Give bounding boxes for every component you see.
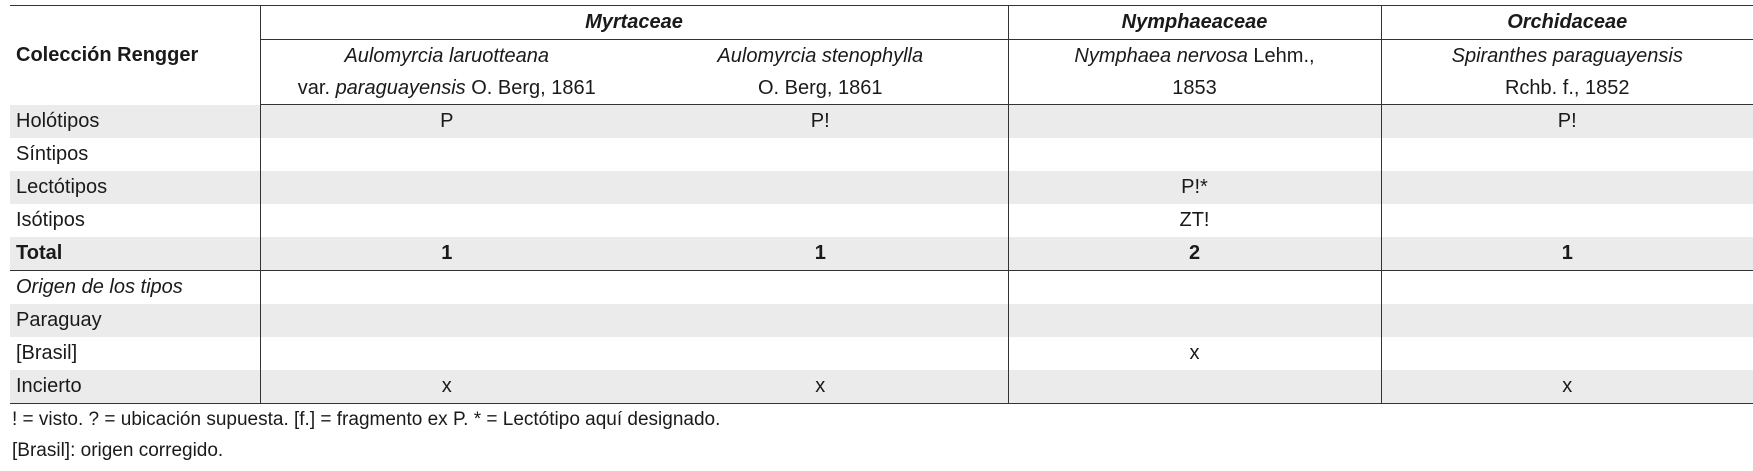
row-label: Paraguay [10, 304, 260, 337]
cell-value [260, 204, 633, 237]
row-label: Isótipos [16, 209, 85, 231]
cell-value [260, 337, 633, 370]
species-aulomyrcia-laruotteana: Aulomyrcia laruotteana var. paraguayensis O. Berg, 1861 [260, 40, 633, 105]
cell-value [1008, 138, 1381, 171]
cell-value [1008, 370, 1381, 404]
species-nymphaea-nervosa: Nymphaea nervosa Lehm., 1853 [1008, 40, 1381, 105]
row-label: Total [10, 237, 260, 271]
footnote-legend: ! = visto. ? = ubicación supuesta. [f.] = fragmento ex P. * = Lectótipo aquí designado. [12, 409, 721, 430]
cell-value [260, 271, 633, 305]
row-label: [Brasil] [16, 342, 78, 364]
row-label: Lectótipos [10, 171, 260, 204]
cell-value: ZT! [1008, 204, 1381, 237]
cell-value [633, 138, 1008, 171]
cell-value [1381, 138, 1753, 171]
table-row-sintipos [10, 138, 1753, 171]
table-corner-label: Colección Rengger [10, 6, 260, 105]
cell-value [1381, 171, 1753, 204]
cell-value [1381, 304, 1753, 337]
table-row-brasil [10, 337, 1753, 370]
table-row-paraguay [10, 304, 1753, 337]
table-row-total [10, 237, 1753, 271]
table-row-holotipos [10, 105, 1753, 139]
table-row-lectotipos [10, 171, 1753, 204]
family-nymphaeaceae: Nymphaeaceae [1008, 6, 1381, 40]
cell-value: x [633, 370, 1008, 404]
species-spiranthes-paraguayensis: Spiranthes paraguayensis Rchb. f., 1852 [1381, 40, 1753, 105]
family-header-row [10, 6, 1753, 40]
family-myrtaceae: Myrtaceae [260, 6, 1008, 40]
cell-value: P! [1381, 105, 1753, 139]
cell-value [1008, 304, 1381, 337]
cell-value [260, 138, 633, 171]
footnote-brasil: [Brasil]: origen corregido. [12, 440, 224, 461]
cell-value: 1 [260, 237, 633, 271]
cell-value: 2 [1008, 237, 1381, 271]
cell-value [1381, 204, 1753, 237]
cell-value [633, 271, 1008, 305]
cell-value [633, 204, 1008, 237]
family-orchidaceae: Orchidaceae [1381, 6, 1753, 40]
row-label: Origen de los tipos [16, 276, 183, 298]
cell-value [1008, 105, 1381, 139]
table-row-origen [10, 271, 1753, 305]
table-footnotes [12, 404, 720, 466]
table-row-isotipos [10, 204, 1753, 237]
cell-value [633, 337, 1008, 370]
table-row-incierto [10, 370, 1753, 404]
type-specimens-table [10, 5, 1753, 404]
cell-value: P [260, 105, 633, 139]
species-aulomyrcia-stenophylla: Aulomyrcia stenophylla O. Berg, 1861 [633, 40, 1008, 105]
cell-value [260, 171, 633, 204]
cell-value: x [1008, 337, 1381, 370]
cell-value [1381, 271, 1753, 305]
row-label: Holótipos [10, 105, 260, 139]
cell-value: P!* [1008, 171, 1381, 204]
cell-value: 1 [1381, 237, 1753, 271]
cell-value [633, 171, 1008, 204]
cell-value [1008, 271, 1381, 305]
species-header-row [10, 40, 1753, 105]
row-label: Incierto [10, 370, 260, 404]
cell-value [260, 304, 633, 337]
cell-value: x [260, 370, 633, 404]
cell-value [1381, 337, 1753, 370]
cell-value: 1 [633, 237, 1008, 271]
cell-value: P! [633, 105, 1008, 139]
row-label: Síntipos [16, 143, 89, 165]
cell-value: x [1381, 370, 1753, 404]
cell-value [633, 304, 1008, 337]
